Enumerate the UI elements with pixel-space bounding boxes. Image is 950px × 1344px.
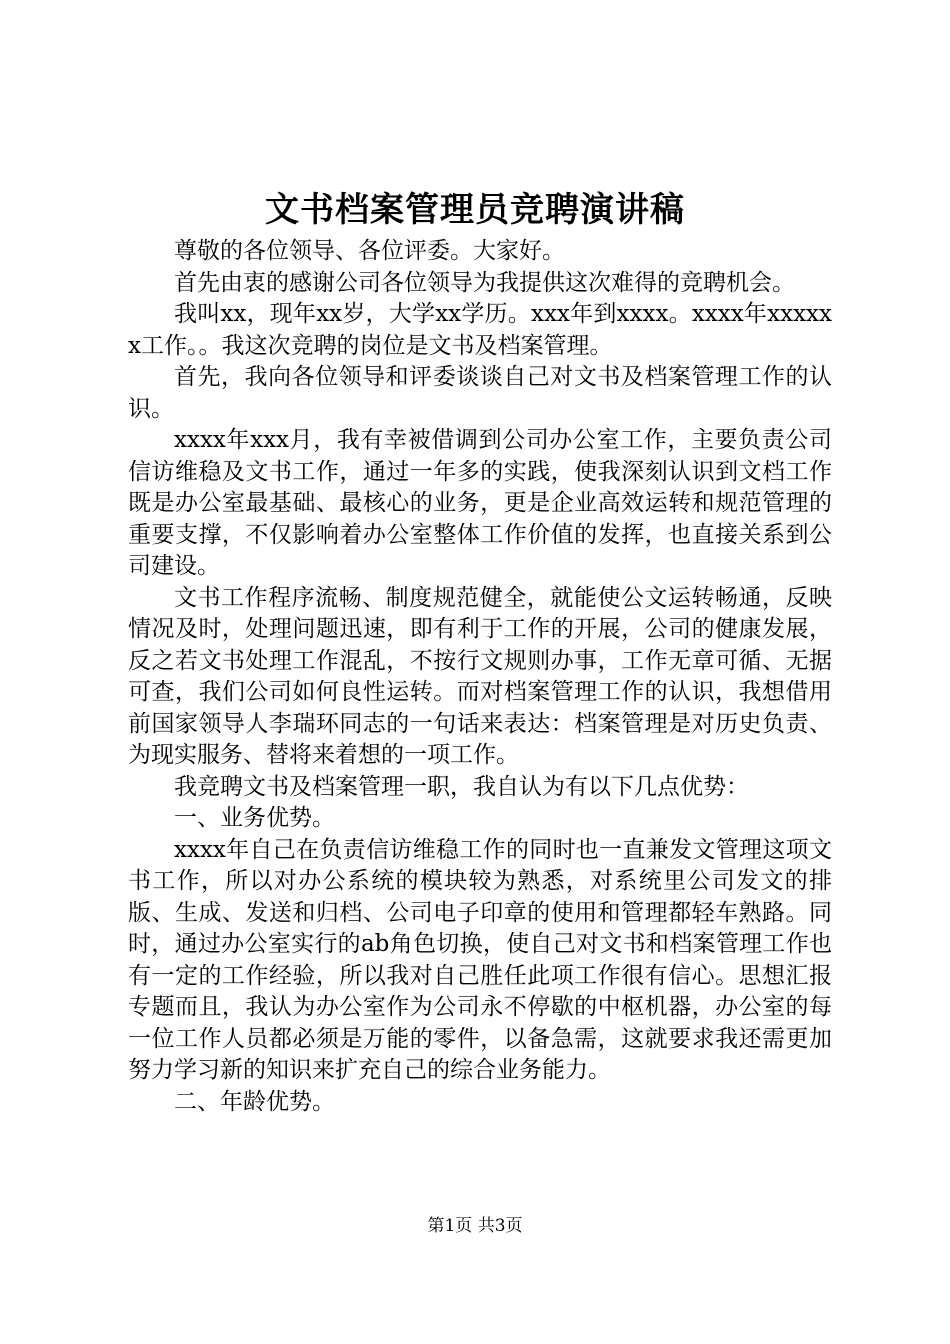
page-footer: 第1页 共3页 (427, 1216, 523, 1236)
document-body (128, 236, 832, 1118)
heading-business-advantage: 一、业务优势。 (174, 805, 335, 831)
paragraph-experience: xxxx年xxx月，我有幸被借调到公司办公室工作，主要负责公司信访维稳及文书工作，通过一年多的实践，使我深刻认识到文档工作既是办公室最基础、最核心的业务，更是企业高效运转和规范管理的重要支撑，不仅影响着办公室整体工作价值的发挥，也直接关系到公司建设。 (128, 427, 832, 579)
paragraph-thanks: 首先由衷的感谢公司各位领导为我提供这次难得的竞聘机会。 (174, 269, 795, 296)
paragraph-self-intro: 我叫xx，现年xx岁，大学xx学历。xxx年到xxxx。xxxx年xxxxxx工作。。我这次竞聘的岗位是文书及档案管理。 (128, 301, 832, 359)
paragraph-greeting: 尊敬的各位领导、各位评委。大家好。 (174, 238, 565, 264)
paragraph-importance: 文书工作程序流畅、制度规范健全，就能使公文运转畅通，反映情况及时，处理问题迅速，即有利于工作的开展，公司的健康发展，反之若文书处理工作混乱，不按行文规则办事，工作无章可循、无据可查，我们公司如何良性运转。而对档案管理工作的认识，我想借用前国家领导人李瑞环同志的一句话来表达：档案管理是对历史负责、为现实服务、替将来着想的一项工作。 (128, 584, 832, 768)
paragraph-business-advantage: xxxx年自己在负责信访维稳工作的同时也一直兼发文管理这项文书工作，所以对办公系统的模块较为熟悉，对系统里公司发文的排版、生成、发送和归档、公司电子印章的使用和管理都轻车熟路。同时，通过办公室实行的ab角色切换，使自己对文书和档案管理工作也有一定的工作经验，所以我对自己胜任此项工作很有信心。思想汇报专题而且，我认为办公室作为公司永不停歇的中枢机器，办公室的每一位工作人员都必须是万能的零件，以备急需，这就要求我还需更加努力学习新的知识来扩充自己的综合业务能力。 (128, 836, 832, 1083)
paragraph-advantages-intro: 我竞聘文书及档案管理一职，我自认为有以下几点优势： (174, 773, 749, 800)
paragraph-understanding-intro: 首先，我向各位领导和评委谈谈自己对文书及档案管理工作的认识。 (128, 364, 832, 422)
heading-age-advantage: 二、年龄优势。 (174, 1088, 335, 1115)
document-title: 文书档案管理员竞聘演讲稿 (265, 190, 685, 230)
